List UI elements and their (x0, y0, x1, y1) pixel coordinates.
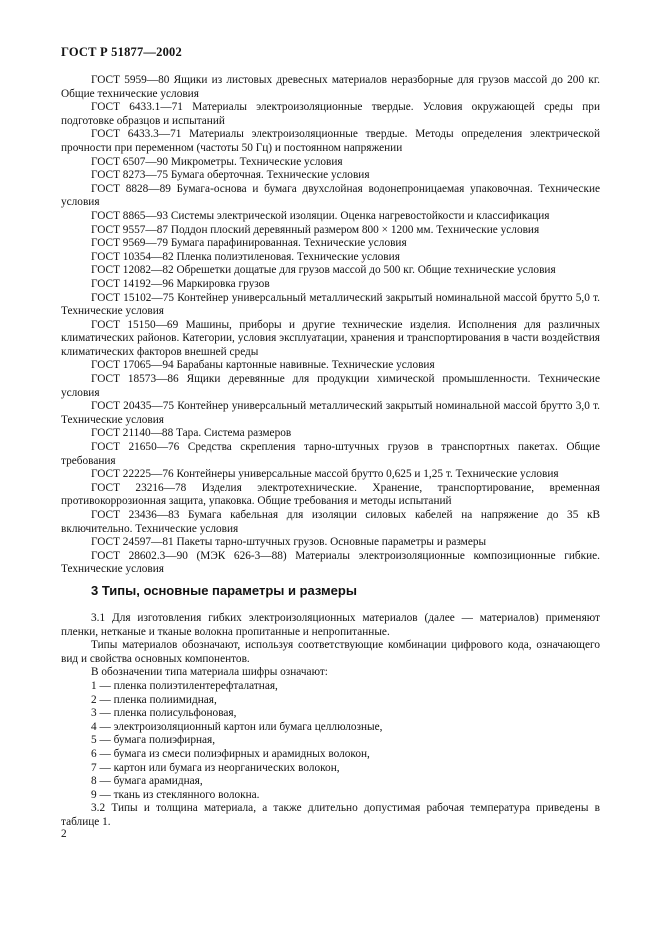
reference-item: ГОСТ 9569—79 Бумага парафинированная. Технические условия (91, 237, 407, 250)
code-item: 4 — электроизоляционный картон или бумага целлюлозные, (91, 720, 383, 733)
reference-item: ГОСТ 8828—89 Бумага-основа и бумага двухслойная водонепроницаемая упаковочная. Технические условия (61, 182, 600, 209)
code-item: 7 — картон или бумага из неорганических волокон, (91, 761, 340, 774)
reference-item: ГОСТ 23216—78 Изделия электротехнические. Хранение, транспортирование, временная противокоррозионная защита, упаковка. Общие требования и методы испытаний (61, 481, 600, 508)
section-body (61, 612, 600, 830)
reference-item: ГОСТ 5959—80 Ящики из листовых древесных материалов неразборные для грузов массой до 200 кг. Общие технические условия (61, 74, 600, 100)
document-header: ГОСТ Р 51877—2002 (61, 45, 182, 59)
reference-item: ГОСТ 28602.3—90 (МЭК 626-3—88) Материалы электроизоляционные композиционные гибкие. Технические условия (61, 549, 600, 576)
section-heading: 3 Типы, основные параметры и размеры (91, 583, 357, 598)
code-item: 6 — бумага из смеси полиэфирных и арамидных волокон, (91, 747, 370, 760)
paragraph: В обозначении типа материала шифры означают: (91, 666, 328, 679)
code-item: 9 — ткань из стеклянного волокна. (91, 788, 260, 801)
code-item: 3 — пленка полисульфоновая, (91, 707, 237, 720)
paragraph: Типы материалов обозначают, используя соответствующие комбинации цифрового кода, означающего вид и свойства основных компонентов. (61, 639, 600, 665)
reference-item: ГОСТ 9557—87 Поддон плоский деревянный размером 800 × 1200 мм. Технические условия (91, 223, 540, 236)
reference-item: ГОСТ 22225—76 Контейнеры универсальные массой брутто 0,625 и 1,25 т. Технические условия (91, 468, 559, 481)
reference-item: ГОСТ 6433.1—71 Материалы электроизоляционные твердые. Условия окружающей среды при подготовке образцов и испытаний (61, 101, 600, 127)
reference-item: ГОСТ 14192—96 Маркировка грузов (91, 277, 270, 290)
reference-item: ГОСТ 15102—75 Контейнер универсальный металлический закрытый номинальной массой брутто 5,0 т. Технические условия (61, 291, 600, 318)
reference-item: ГОСТ 18573—86 Ящики деревянные для продукции химической промышленности. Технические условия (61, 373, 600, 399)
reference-item: ГОСТ 12082—82 Обрешетки дощатые для грузов массой до 500 кг. Общие технические условия (91, 264, 556, 277)
reference-item: ГОСТ 23436—83 Бумага кабельная для изоляции силовых кабелей на напряжение до 35 кВ включительно. Технические условия (61, 509, 600, 535)
code-item: 1 — пленка полиэтилентерефталатная, (91, 679, 278, 692)
code-item: 5 — бумага полиэфирная, (91, 734, 216, 747)
reference-item: ГОСТ 8865—93 Системы электрической изоляции. Оценка нагревостойкости и классификация (91, 209, 550, 222)
code-list (61, 680, 600, 802)
code-item: 8 — бумага арамидная, (91, 775, 203, 788)
reference-item: ГОСТ 24597—81 Пакеты тарно-штучных грузов. Основные параметры и размеры (91, 536, 487, 549)
normative-references-list (61, 74, 600, 577)
code-item: 2 — пленка полиимидная, (91, 693, 217, 706)
reference-item: ГОСТ 21650—76 Средства скрепления тарно-штучных грузов в транспортных пакетах. Общие требования (61, 441, 600, 467)
reference-item: ГОСТ 10354—82 Пленка полиэтиленовая. Технические условия (91, 250, 400, 263)
reference-item: ГОСТ 17065—94 Барабаны картонные навивные. Технические условия (91, 359, 435, 372)
page-number: 2 (61, 828, 67, 840)
reference-item: ГОСТ 15150—69 Машины, приборы и другие технические изделия. Исполнения для различных климатических районов. Категории, условия эксплуатации, хранения и транспортирования в части воздействия климатических факторов внешней среды (61, 318, 600, 358)
reference-item: ГОСТ 6507—90 Микрометры. Технические условия (91, 155, 343, 168)
paragraph: 3.1 Для изготовления гибких электроизоляционных материалов (далее — материалов) применяют пленки, нетканые и тканые волокна пропитанные и непропитанные. (61, 612, 600, 638)
reference-item: ГОСТ 6433.3—71 Материалы электроизоляционные твердые. Методы определения электрической прочности при переменном (частоты 50 Гц) и постоянном напряжении (61, 128, 600, 154)
reference-item: ГОСТ 8273—75 Бумага оберточная. Технические условия (91, 169, 370, 182)
paragraph: 3.2 Типы и толщина материала, а также длительно допустимая рабочая температура приведены в таблице 1. (61, 802, 600, 828)
reference-item: ГОСТ 21140—88 Тара. Система размеров (91, 427, 292, 440)
reference-item: ГОСТ 20435—75 Контейнер универсальный металлический закрытый номинальной массой брутто 3,0 т. Технические условия (61, 400, 600, 426)
